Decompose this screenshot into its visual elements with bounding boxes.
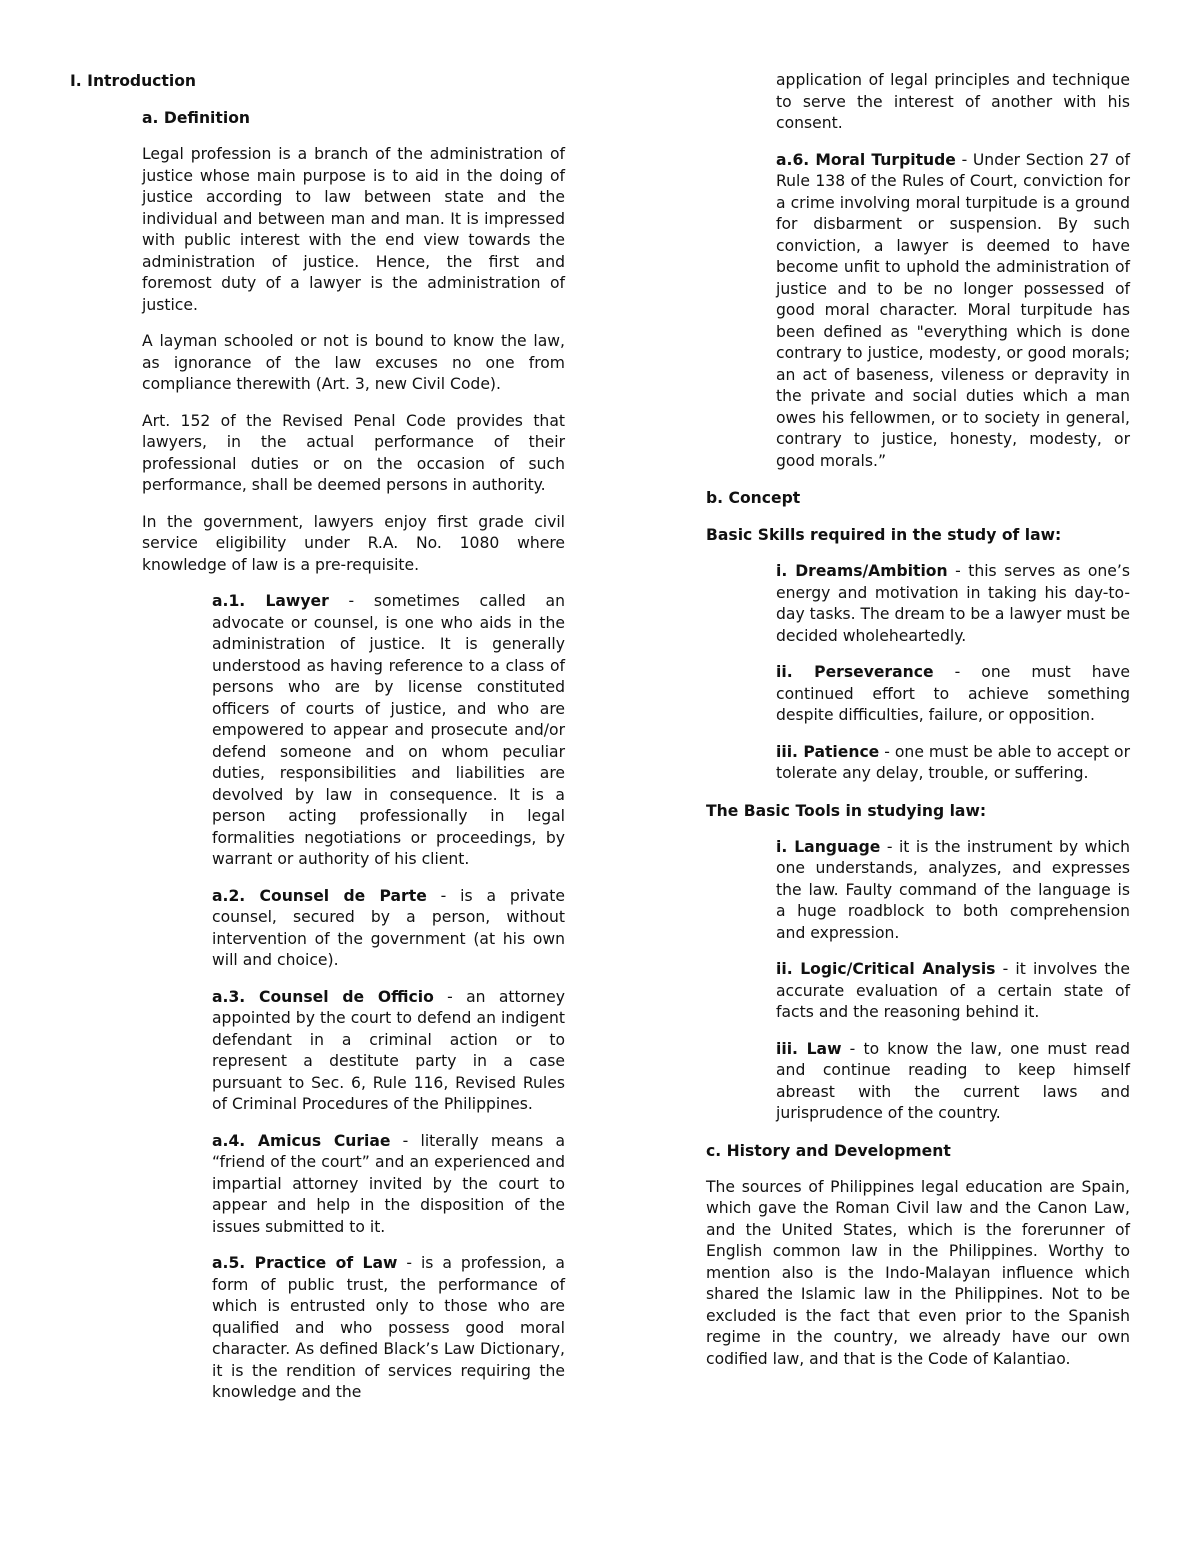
subheading-history-development: c. History and Development — [706, 1141, 951, 1160]
section-heading-introduction: I. Introduction — [70, 72, 197, 90]
term-lawyer: a.1. Lawyer — [212, 592, 329, 610]
paragraph-government: In the government, lawyers enjoy first grade civil service eligibility under R.A. No. 1080 where knowledge of law is a pre-requisite. — [142, 512, 565, 574]
subheading-definition: a. Definition — [142, 109, 251, 127]
skill-patience — [776, 742, 1130, 785]
paragraph-history: The sources of Philippines legal education are Spain, which gave the Roman Civil law and the Canon Law, and the United States, which is the forerunner of English common law in the Philippines. Worthy to mention also is the Indo-Malayan influence which shared the Islamic law in the Philippines. Not to be excluded is the fact that even prior to the Spanish regime in the country, we already have our own codified law, and that is the Code of Kalantiao. — [706, 1177, 1130, 1368]
tool-text: - it is the instrument by which one understands, analyzes, and expresses the law. Faulty command of the language is a huge roadblock to both comprehension and expression. — [776, 837, 1130, 942]
tool-law — [776, 1039, 1130, 1125]
tool-language — [776, 837, 1130, 945]
definition-text: - an attorney appointed by the court to defend an indigent defendant in a criminal action or to represent a destitute party in a case pursuant to Sec. 6, Rule 116, Revised Rules of Criminal Procedures of the Philippines. — [212, 987, 565, 1113]
definition-item-counsel-de-parte — [212, 886, 565, 972]
term-perseverance: ii. Perseverance — [776, 663, 934, 681]
paragraph-layman: A layman schooled or not is bound to know the law, as ignorance of the law excuses no one from compliance therewith (Art. 3, new Civil Code). — [142, 332, 565, 393]
definition-text: - is a private counsel, secured by a person, without intervention of the government (at his own will and choice). — [212, 886, 565, 969]
definition-item-moral-turpitude — [776, 150, 1130, 473]
term-counsel-de-officio: a.3. Counsel de Officio — [212, 987, 434, 1006]
term-moral-turpitude: a.6. Moral Turpitude — [776, 150, 956, 169]
paragraph-legal-profession: Legal profession is a branch of the administration of justice whose main purpose is to aid in the doing of justice according to law between state and the individual and between man and man. It is impressed with public interest with the end view towards the administration of justice. Hence, the first and foremost duty of a lawyer is the administration of justice. — [142, 145, 565, 314]
definition-item-amicus-curiae — [212, 1131, 565, 1239]
tool-text: - it involves the accurate evaluation of a certain state of facts and the reasoning behind it. — [776, 960, 1130, 1021]
definition-text: - is a profession, a form of public trust, the performance of which is entrusted only to those who are qualified and who possess good moral character. As defined Black’s Law Dictionary, it is the rendition of services requiring the knowledge and the — [212, 1254, 565, 1401]
skill-text: - one must be able to accept or tolerate any delay, trouble, or suffering. — [776, 742, 1130, 782]
term-logic-critical-analysis: ii. Logic/Critical Analysis — [776, 960, 996, 978]
term-practice-of-law: a.5. Practice of Law — [212, 1254, 398, 1272]
right-column — [706, 70, 1130, 1385]
skill-dreams-ambition — [776, 561, 1130, 647]
tool-logic-critical-analysis — [776, 959, 1130, 1024]
definition-item-practice-of-law — [212, 1253, 565, 1404]
subheading-concept: b. Concept — [706, 489, 801, 507]
definition-item-counsel-de-officio — [212, 987, 565, 1116]
tool-text: - to know the law, one must read and continue reading to keep himself abreast with the current laws and jurisprudence of the country. — [776, 1039, 1130, 1122]
paragraph-art-152: Art. 152 of the Revised Penal Code provides that lawyers, in the actual performance of their professional duties or on the occasion of such performance, shall be deemed persons in authority. — [142, 411, 565, 494]
definition-text: - sometimes called an advocate or counsel, is one who aids in the administration of justice. It is generally understood as having reference to a class of persons who are by license constituted officers of courts of justice, and who are empowered to appear and prosecute and/or defend someone and on whom peculiar duties, responsibilities and liabilities are devolved by law in consequence. It is a person acting professionally in legal formalities negotiations or proceedings, by warrant or authority of his client. — [212, 592, 565, 868]
term-counsel-de-parte: a.2. Counsel de Parte — [212, 886, 427, 905]
skill-text: - one must have continued effort to achieve something despite difficulties, failure, or opposition. — [776, 663, 1130, 724]
left-column — [70, 70, 565, 1419]
term-language: i. Language — [776, 837, 881, 856]
term-patience: iii. Patience — [776, 742, 880, 761]
heading-basic-skills: Basic Skills required in the study of law: — [706, 526, 1062, 544]
skill-perseverance — [776, 662, 1130, 727]
heading-basic-tools: The Basic Tools in studying law: — [706, 801, 987, 820]
definition-item-lawyer — [212, 591, 565, 871]
practice-of-law-continuation: application of legal principles and technique to serve the interest of another with his consent. — [776, 71, 1130, 132]
skill-text: - this serves as one’s energy and motivation in taking his day-to-day tasks. The dream to be a lawyer must be decided wholeheartedly. — [776, 562, 1130, 645]
term-amicus-curiae: a.4. Amicus Curiae — [212, 1131, 391, 1150]
term-law: iii. Law — [776, 1039, 842, 1058]
definition-text: - Under Section 27 of Rule 138 of the Rules of Court, conviction for a crime involving moral turpitude is a ground for disbarment or suspension. By such conviction, a lawyer is deemed to have become unfit to uphold the administration of justice and to be no longer possessed of good moral character. Moral turpitude has been defined as "everything which is done contrary to justice, modesty, or good morals; an act of baseness, vileness or depravity in the private and social duties which a man owes his fellowmen, or to society in general, contrary to justice, honesty, modesty, or good morals.” — [776, 150, 1130, 470]
definition-text: - literally means a “friend of the court” and an experienced and impartial attorney invited by the court to appear and help in the disposition of the issues submitted to it. — [212, 1131, 565, 1236]
term-dreams-ambition: i. Dreams/Ambition — [776, 562, 948, 580]
